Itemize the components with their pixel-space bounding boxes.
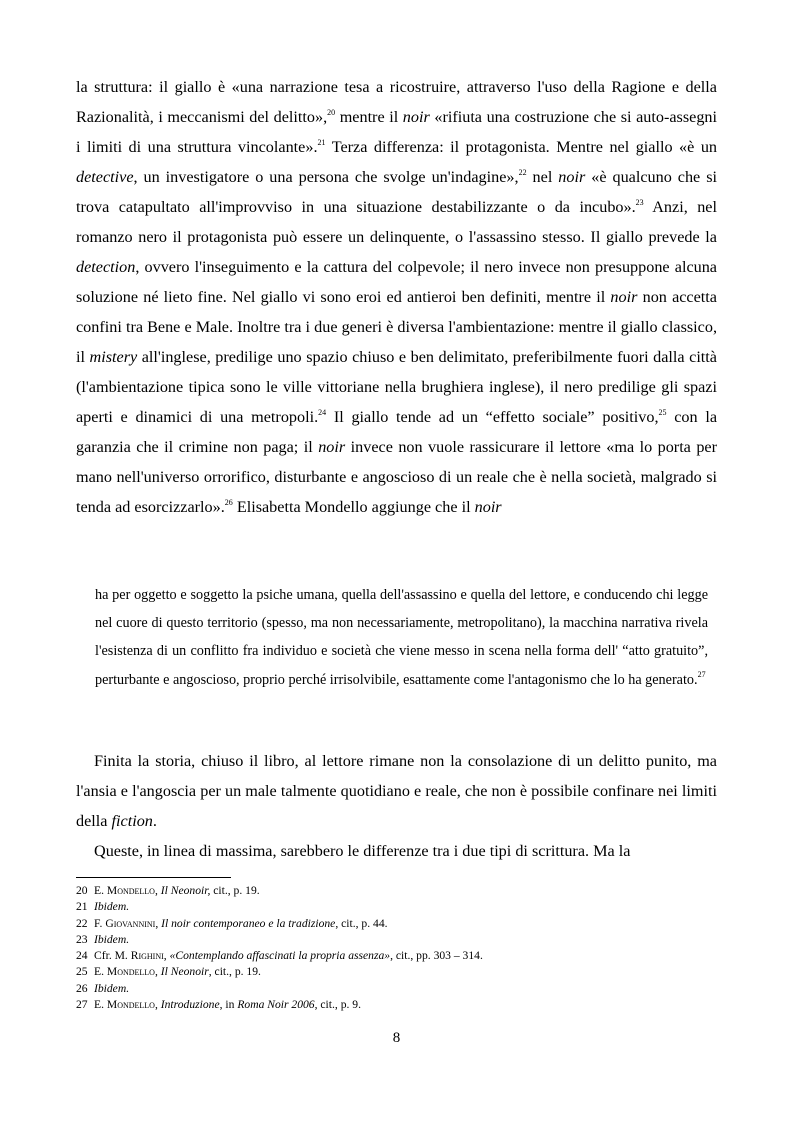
footnote-number: 27 xyxy=(76,998,88,1012)
footnote-text xyxy=(94,981,129,997)
author-smallcaps: ondello xyxy=(117,884,155,897)
author-initial: E. M xyxy=(94,884,118,897)
text-run: Elisabetta Mondello aggiunge che il xyxy=(232,498,475,516)
author-initial: E. M xyxy=(94,998,118,1012)
footnote-number: 21 xyxy=(76,900,88,914)
footnote-ref-20[interactable]: 20 xyxy=(327,108,336,117)
footnote-25 xyxy=(76,964,717,980)
citation-rest: , cit., pp. 303 – 314. xyxy=(390,949,483,963)
footnote-text xyxy=(94,997,361,1013)
text-run: , un investigatore o una persona che svolge un'indagine», xyxy=(133,168,519,186)
text-run: mentre il xyxy=(335,108,403,126)
work-title: Il noir contemporaneo e la tradizione xyxy=(161,916,336,930)
text-run: , ovvero l'inseguimento e la cattura del colpevole; il nero invece non presuppone alcuna soluzione né lieto fine. Nel giallo vi sono eroi ed antieroi ben definiti, mentre il xyxy=(76,258,717,306)
footnote-ref-21[interactable]: 21 xyxy=(317,138,326,147)
italic-term-noir: noir xyxy=(474,498,502,516)
footnote-27 xyxy=(76,997,717,1013)
italic-term-detection: detection xyxy=(76,258,136,276)
text-run: nel xyxy=(526,168,559,186)
main-paragraph xyxy=(76,72,717,522)
footnotes-list xyxy=(76,883,717,1013)
footnote-text xyxy=(94,932,129,948)
footnote-ref-27[interactable]: 27 xyxy=(697,669,706,679)
work-title: Il Neonoir, xyxy=(160,884,211,897)
footnote-number: 23 xyxy=(76,932,88,946)
footnote-ref-22[interactable]: 22 xyxy=(518,168,527,177)
paragraph-2 xyxy=(76,746,717,836)
author-smallcaps: ondello xyxy=(117,965,155,979)
footnote-23 xyxy=(76,932,717,948)
block-quote xyxy=(95,581,708,694)
footnote-text xyxy=(94,916,388,932)
footnote-21 xyxy=(76,899,717,915)
author-smallcaps: ondello xyxy=(117,998,155,1012)
footnote-number: 24 xyxy=(76,949,88,963)
separator: , xyxy=(155,916,162,930)
footnote-ref-25[interactable]: 25 xyxy=(658,408,667,417)
italic-term-fiction: fiction xyxy=(111,812,153,830)
author-initial: Cfr. M. R xyxy=(94,949,139,963)
paragraph-3: Queste, in linea di massima, sarebbero le differenze tra i due tipi di scrittura. Ma la xyxy=(94,842,631,860)
footnote-ref-23[interactable]: 23 xyxy=(635,198,644,207)
footnote-number: 22 xyxy=(76,916,88,930)
footnote-ref-26[interactable]: 26 xyxy=(224,498,233,507)
text-run: «è qualcuno che si trova catapultato all'improvviso in una situazione destabilizzante o da incubo». xyxy=(76,168,717,216)
separator: , xyxy=(163,949,170,963)
separator: , xyxy=(154,965,161,979)
work-title: Il Neonoir xyxy=(160,965,209,979)
footnote-text xyxy=(94,883,260,899)
citation-rest: , cit., p. 19. xyxy=(208,965,261,979)
citation-rest: cit., p. 19. xyxy=(210,884,260,897)
footnote-22 xyxy=(76,916,717,932)
footnote-text xyxy=(94,964,261,980)
citation-rest-2: , cit., p. 9. xyxy=(314,998,361,1012)
footnote-text xyxy=(94,948,483,964)
footnote-ref-24[interactable]: 24 xyxy=(318,408,327,417)
work-title: «Contemplando affascinati la propria assenza» xyxy=(169,949,391,963)
footnote-separator xyxy=(76,877,231,878)
citation-rest: , in xyxy=(219,998,238,1012)
quote-text: ha per oggetto e soggetto la psiche umana, quella dell'assassino e quella del lettore, e conducendo chi legge nel cuore di questo territorio (spesso, ma non necessariamente, metropolitano), la macchina narrativa rivela l'esistenza di un conflitto fra individuo e società che viene messo in scena nella forma dell' “atto gratuito”, perturbante e angoscioso, proprio perché irrisolvibile, esattamente come l'antagonismo che lo ha generato. xyxy=(95,587,708,688)
work-title: Introduzione xyxy=(160,998,220,1012)
citation-rest: , cit., p. 44. xyxy=(335,916,388,930)
page-number: 8 xyxy=(392,1030,401,1046)
text-run: Terza differenza: il protagonista. Mentre nel giallo «è un xyxy=(325,138,718,156)
italic-term-noir: noir xyxy=(610,288,638,306)
text-run: con la garanzia che il crimine non paga; il xyxy=(76,408,718,456)
text-run: . xyxy=(152,812,157,830)
paragraph-1 xyxy=(76,72,717,522)
footnote-26 xyxy=(76,981,717,997)
italic-term-noir: noir xyxy=(402,108,430,126)
italic-term-noir: noir xyxy=(558,168,586,186)
work-title: Ibidem. xyxy=(94,932,130,946)
work-title: Ibidem. xyxy=(94,900,130,914)
italic-term-mistery: mistery xyxy=(89,348,138,366)
text-run: all'inglese, predilige uno spazio chiuso e ben delimitato, preferibilmente fuori dalla città (l'ambientazione tipica sono le ville vittoriane nella brughiera inglese), il nero predilige gli spazi aperti e dinamici di una metropoli. xyxy=(76,348,717,426)
footnote-24 xyxy=(76,948,717,964)
text-run: invece non vuole rassicurare il lettore «ma lo porta per mano nell'universo orrorifico, disturbante e angoscioso di un reale che è nella società, malgrado si tenda ad esorcizzarlo». xyxy=(76,438,717,516)
text-run: Anzi, nel romanzo nero il protagonista può essere un delinquente, o l'assassino stesso. Il giallo prevede la xyxy=(76,198,717,246)
footnote-number: 25 xyxy=(76,965,88,979)
text-run: «rifiuta una costruzione che si auto-assegni i limiti di una struttura vincolante». xyxy=(76,108,717,156)
footnote-20 xyxy=(76,883,717,899)
author-initial: F. G xyxy=(94,916,114,930)
footnote-text xyxy=(94,899,129,915)
separator: , xyxy=(154,998,161,1012)
text-run: la struttura: il giallo è «una narrazione tesa a ricostruire, attraverso l'uso della Ragione e della Razionalità, i meccanismi del delitto», xyxy=(76,78,717,126)
text-run: non accetta confini tra Bene e Male. Inoltre tra i due generi è diversa l'ambientazione: mentre il giallo classico, il xyxy=(76,288,717,366)
closing-paragraphs xyxy=(76,746,717,866)
italic-term-detective: detective xyxy=(76,168,134,186)
work-title-2: Roma Noir 2006 xyxy=(237,998,315,1012)
text-run: Il giallo tende ad un “effetto sociale” positivo, xyxy=(326,408,659,426)
author-smallcaps: iovannini xyxy=(113,916,156,930)
footnote-number: 26 xyxy=(76,981,88,995)
work-title: Ibidem. xyxy=(94,981,130,995)
separator: , xyxy=(154,884,161,897)
author-initial: E. M xyxy=(94,965,118,979)
text-run: Finita la storia, chiuso il libro, al lettore rimane non la consolazione di un delitto punito, ma l'ansia e l'angoscia per un male talmente quotidiano e reale, che non è possibile confinare nei limiti della xyxy=(76,752,717,830)
footnote-number: 20 xyxy=(76,884,88,897)
author-smallcaps: ighini xyxy=(138,949,164,963)
italic-term-noir: noir xyxy=(318,438,346,456)
